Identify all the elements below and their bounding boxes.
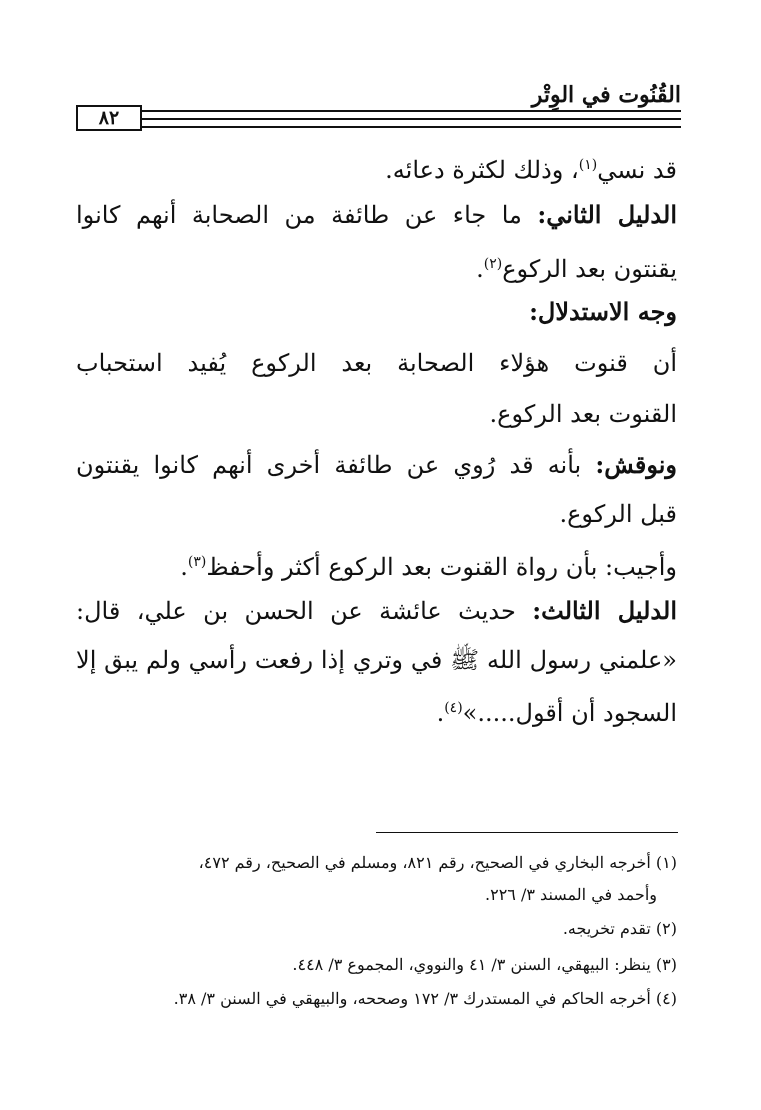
running-header-title: القُنُوت في الوِتْر bbox=[531, 82, 681, 108]
footnote-ref-3: (٣) bbox=[187, 554, 207, 570]
section-label: الدليل الثالث: bbox=[532, 596, 677, 625]
text-line-9 bbox=[180, 547, 677, 582]
header-rule-bottom bbox=[76, 126, 681, 128]
line-text: بأنه قد رُوي عن طائفة أخرى أنهم كانوا يقنتون bbox=[76, 451, 596, 479]
footnote-ref-4: (٤) bbox=[444, 700, 463, 716]
text-line-3 bbox=[476, 249, 677, 284]
line-text: «علمني رسول الله ﷺ في وتري إذا رفعت رأسي ولم يبق إلا bbox=[76, 646, 677, 674]
line-text: وأجيب: بأن رواة القنوت بعد الركوع أكثر وأحفظ bbox=[206, 553, 677, 581]
text-line-4 bbox=[529, 297, 677, 327]
line-text: ، وذلك لكثرة دعائه. bbox=[385, 156, 579, 184]
line-text: القنوت بعد الركوع. bbox=[489, 400, 677, 428]
text-line-11 bbox=[76, 645, 677, 675]
footnote-4: (٤) أخرجه الحاكم في المستدرك ٣/ ١٧٢ وصححه، والبيهقي في السنن ٣/ ٣٨. bbox=[173, 989, 677, 1008]
text-line-8 bbox=[559, 499, 677, 529]
line-text: ما جاء عن طائفة من الصحابة أنهم كانوا bbox=[76, 201, 538, 229]
line-text: السجود أن أقول.....» bbox=[462, 699, 677, 727]
text-line-2 bbox=[76, 200, 677, 230]
line-text: . bbox=[180, 553, 188, 581]
footnote-separator bbox=[376, 832, 678, 833]
header-rule-middle bbox=[76, 118, 681, 120]
text-line-1 bbox=[385, 150, 677, 185]
header-rule-top bbox=[76, 110, 681, 112]
footnote-1: (١) أخرجه البخاري في الصحيح، رقم ٨٢١، ومسلم في الصحيح، رقم ٤٧٢، bbox=[198, 853, 677, 872]
page-number: ٨٢ bbox=[76, 105, 142, 131]
text-line-10 bbox=[76, 596, 677, 626]
footnote-ref-1: (١) bbox=[578, 157, 598, 173]
footnote-3: (٣) ينظر: البيهقي، السنن ٣/ ٤١ والنووي، المجموع ٣/ ٤٤٨. bbox=[292, 955, 677, 974]
line-text: حديث عائشة عن الحسن بن علي، قال: bbox=[76, 597, 533, 625]
footnote-ref-2: (٢) bbox=[483, 256, 503, 272]
line-text: . bbox=[436, 699, 445, 727]
line-text: يقنتون بعد الركوع bbox=[502, 255, 677, 283]
line-text: أن قنوت هؤلاء الصحابة بعد الركوع يُفيد استحباب bbox=[76, 349, 677, 377]
section-label: الدليل الثاني: bbox=[537, 200, 677, 229]
section-label: ونوقش: bbox=[595, 450, 677, 479]
text-line-7 bbox=[76, 450, 677, 480]
line-text: قد نسي bbox=[597, 156, 677, 184]
text-line-5 bbox=[76, 348, 677, 378]
text-line-12 bbox=[437, 693, 677, 728]
line-text: قبل الركوع. bbox=[559, 500, 677, 528]
text-line-6 bbox=[490, 399, 677, 429]
section-label: وجه الاستدلال: bbox=[529, 297, 677, 326]
line-text: . bbox=[476, 255, 484, 283]
footnote-1-continued: وأحمد في المسند ٣/ ٢٢٦. bbox=[485, 885, 657, 904]
footnote-2: (٢) تقدم تخريجه. bbox=[562, 919, 677, 938]
